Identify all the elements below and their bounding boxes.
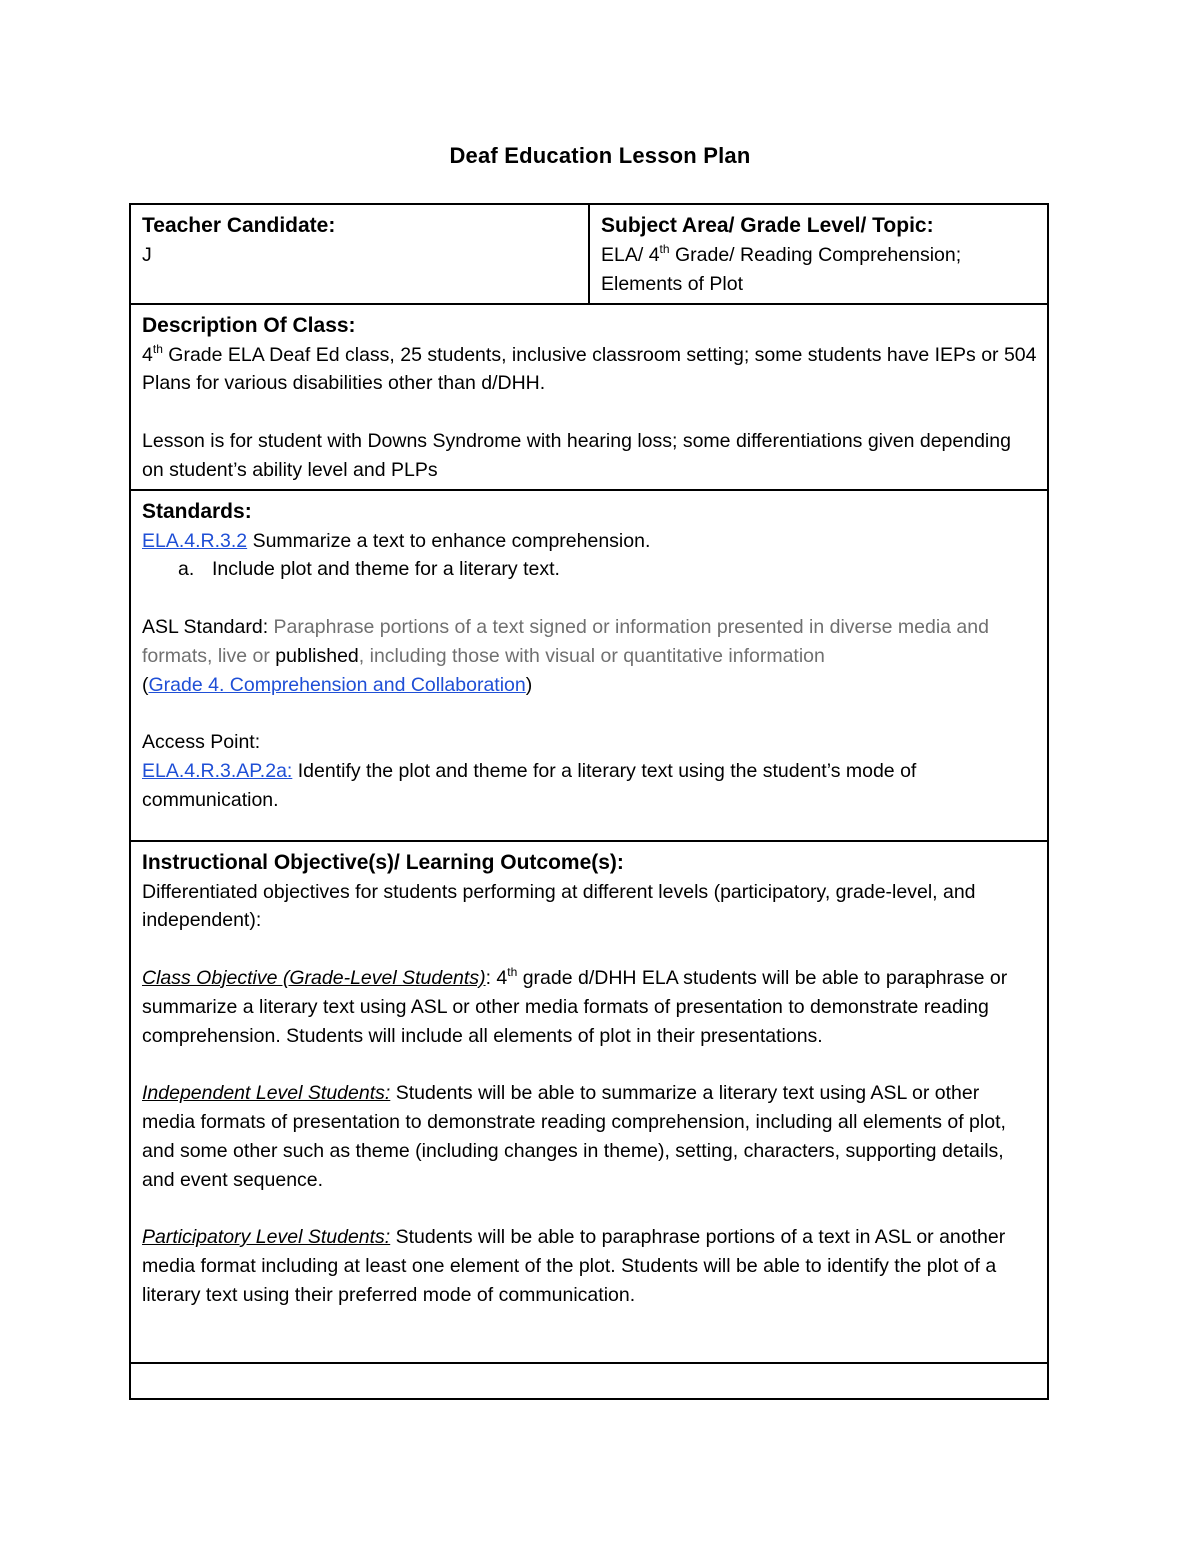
objectives-row: [130, 841, 1048, 1363]
empty-cell: [130, 1363, 1048, 1399]
participatory-objective-label: Participatory Level Students:: [142, 1226, 391, 1249]
standards-cell: [130, 490, 1048, 841]
access-point-label: Access Point:: [142, 731, 261, 754]
subject-suffix: Grade/ Reading Comprehension;: [669, 244, 962, 266]
asl-standard-text-2: , including those with visual or quantitative information: [358, 644, 825, 667]
subject-sup: th: [659, 242, 670, 256]
objectives-cell: [130, 841, 1048, 1363]
participatory-objective-text: Students will be able to paraphrase portions of a text in ASL or another media format including at least one element of the plot. Students will be able to identify the plot of a literary text using their preferred mode of communication.: [142, 1226, 1006, 1306]
asl-standard-label: ASL Standard:: [142, 615, 274, 638]
page-title: Deaf Education Lesson Plan: [449, 143, 751, 168]
teacher-cell: [130, 204, 589, 304]
subject-prefix: ELA/ 4: [601, 244, 660, 266]
description-sup: th: [152, 341, 163, 356]
asl-standard-link[interactable]: Grade 4. Comprehension and Collaboration: [148, 673, 526, 696]
teacher-value: J: [142, 244, 152, 266]
subject-label: Subject Area/ Grade Level/ Topic:: [601, 214, 934, 237]
description-label: Description Of Class:: [142, 313, 356, 337]
description-paragraph-1: [142, 341, 1037, 399]
standards-row: [130, 490, 1048, 841]
asl-standard: [142, 613, 1037, 671]
subject-line2: Elements of Plot: [601, 272, 743, 295]
ela-substandard-text: Include plot and theme for a literary text.: [212, 558, 560, 581]
asl-standard-text-1: Paraphrase portions of a text signed or information presented in diverse media and formats, live or: [142, 615, 989, 667]
asl-close-paren: ): [525, 673, 533, 696]
access-point: [142, 757, 1037, 815]
ela-standard-link[interactable]: ELA.4.R.3.2: [142, 529, 248, 552]
empty-row: [130, 1363, 1048, 1399]
description-row: [130, 304, 1048, 490]
description-text-1: Grade ELA Deaf Ed class, 25 students, inclusive classroom setting; some students have IEPs or 504 Plans for various disabilities other than d/DHH.: [142, 343, 1037, 395]
participatory-objective: [142, 1223, 1037, 1309]
description-cell: [130, 304, 1048, 490]
header-row: [130, 204, 1048, 304]
access-point-link[interactable]: ELA.4.R.3.AP.2a:: [142, 759, 293, 782]
teacher-label: Teacher Candidate:: [142, 214, 336, 237]
class-objective-text: grade d/DHH ELA students will be able to paraphrase or summarize a literary text using ASL or other media formats of presentation to demonstrate reading comprehension. Students will include all elements of plot in their presentations.: [142, 966, 1008, 1047]
description-grade: 4: [142, 343, 153, 366]
asl-open-paren: (: [142, 673, 149, 696]
class-objective-colon: : 4: [485, 966, 508, 989]
access-point-text: Identify the plot and theme for a literary text using the student’s mode of communication.: [142, 759, 917, 811]
class-objective: [142, 964, 1037, 1050]
lesson-plan-table: [129, 203, 1049, 1400]
class-objective-label: Class Objective (Grade-Level Students): [142, 966, 486, 989]
objectives-label: Instructional Objective(s)/ Learning Outcome(s):: [142, 850, 624, 874]
ela-standard-text: Summarize a text to enhance comprehension.: [247, 529, 651, 552]
asl-standard-published: published: [275, 644, 359, 667]
ela-standard: [142, 527, 1037, 556]
independent-objective: [142, 1079, 1037, 1194]
independent-objective-text: Students will be able to summarize a literary text using ASL or other media formats of presentation to demonstrate reading comprehension, including all elements of plot, and some other such as theme (including changes in theme), setting, characters, supporting details, and event sequence.: [142, 1082, 1006, 1191]
independent-objective-label: Independent Level Students:: [142, 1082, 391, 1105]
list-marker: a.: [178, 558, 195, 581]
description-paragraph-2: Lesson is for student with Downs Syndrome with hearing loss; some differentiations given depending on student’s ability level and PLPs: [142, 429, 1011, 481]
standards-label: Standards:: [142, 499, 252, 523]
subject-line1: [601, 241, 1037, 270]
objectives-intro: Differentiated objectives for students performing at different levels (participatory, grade-level, and independent):: [142, 880, 976, 932]
asl-standard-source: [142, 671, 1037, 700]
subject-cell: [589, 204, 1048, 304]
ela-substandard: [142, 555, 1037, 584]
class-objective-sup: th: [507, 964, 518, 979]
